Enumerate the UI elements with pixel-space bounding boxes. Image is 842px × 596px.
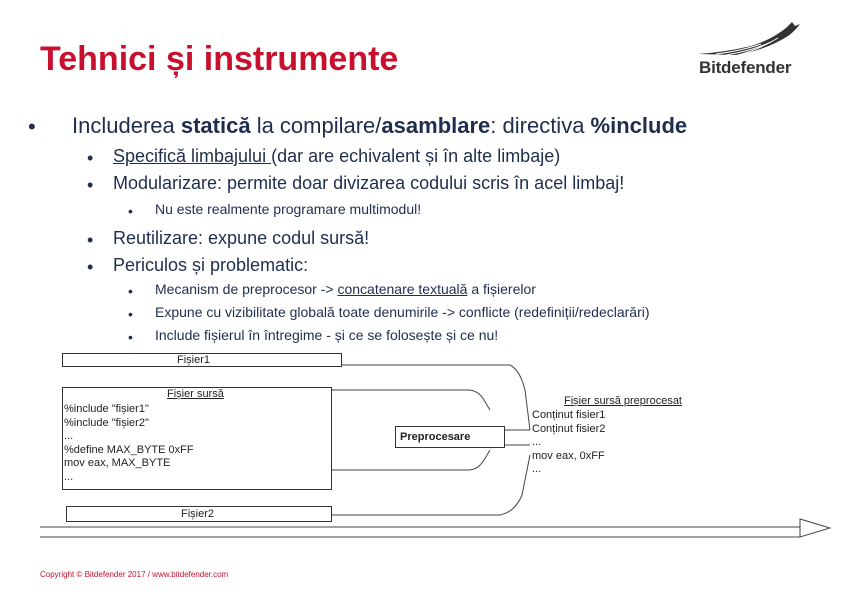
code-line: ... (532, 463, 542, 475)
file2-label: Fișier2 (181, 508, 215, 520)
bullet-dot: • (87, 175, 94, 195)
text-part: Mecanism de preprocesor -> (155, 281, 338, 297)
code-line: %define MAX_BYTE 0xFF (64, 443, 194, 456)
bullet-dot: • (28, 114, 36, 139)
bullet-reuse: Reutilizare: expune codul sursă! (113, 228, 370, 248)
bullet-dot: • (128, 306, 133, 322)
text-static: statică (180, 113, 251, 138)
arrow-curve-file2 (332, 455, 530, 515)
text-part: a fișierelor (467, 281, 536, 297)
source-file-lines (64, 403, 194, 484)
bullet-dot: • (128, 329, 133, 345)
text-part: : directiva (490, 113, 591, 138)
bullet-global-visibility: Expune cu vizibilitate globală toate denumirile -> conflicte (redefiniții/redeclarări) (155, 304, 650, 320)
arrow-head (800, 519, 830, 537)
bullet-whole-file: Include fișierul în întregime - și ce se folosește și ce nu! (155, 327, 499, 343)
bullet-dot: • (128, 283, 133, 299)
bullet-dangerous: Periculos și problematic: (113, 255, 309, 275)
arrow-curve-file1 (510, 365, 530, 430)
logo-text: Bitdefender (699, 58, 792, 77)
code-line: mov eax, MAX_BYTE (64, 457, 171, 469)
code-line: %include "fișier1" (64, 403, 149, 415)
bullet-dot: • (87, 257, 94, 277)
bullet-dot: • (87, 230, 94, 250)
preprocessed-file (530, 395, 730, 485)
file1-box (62, 353, 342, 367)
text-underlined: Specifică limbajului (113, 146, 272, 166)
bullet-dot: • (128, 203, 133, 219)
bullet-dot: • (87, 148, 94, 168)
bullet-modularization: Modularizare: permite doar divizarea codului scris în acel limbaj! (113, 173, 625, 193)
source-file-title: Fișier sursă (167, 388, 224, 400)
preprocessed-lines (532, 409, 605, 477)
slide-title: Tehnici și instrumente (40, 40, 399, 78)
text-part: la compilare/ (250, 113, 382, 138)
text-part: (dar are echivalent și în alte limbaje) (271, 146, 561, 166)
text-asamblare: asamblare (381, 113, 491, 138)
file1-label: Fișier1 (177, 354, 211, 366)
code-line: mov eax, 0xFF (532, 449, 605, 462)
preprocessor-box (395, 426, 505, 448)
text-part: Includerea (72, 113, 181, 138)
arrow-curve-bottom (330, 450, 490, 470)
code-line: Conținut fisier2 (532, 422, 606, 435)
footer-copyright: Copyright © Bitdefender 2017 / www.bitdefender.com (40, 570, 229, 579)
source-file-box (62, 387, 332, 490)
preprocessor-label: Preprocesare (400, 431, 471, 443)
code-line: ... (64, 470, 74, 483)
file2-box (66, 506, 332, 522)
arrow-curve-top (330, 390, 490, 410)
code-line: %include "fișier2" (64, 416, 149, 429)
code-line: Conținut fisier1 (532, 409, 606, 421)
text-underlined: concatenare textuală (337, 281, 468, 297)
code-line: ... (532, 436, 542, 448)
code-line: ... (64, 430, 74, 442)
text-directive: %include (590, 113, 688, 138)
bullet-not-multimodule: Nu este realmente programare multimodul! (155, 201, 422, 217)
preprocessed-title: Fișier sursă preprocesat (564, 395, 682, 407)
